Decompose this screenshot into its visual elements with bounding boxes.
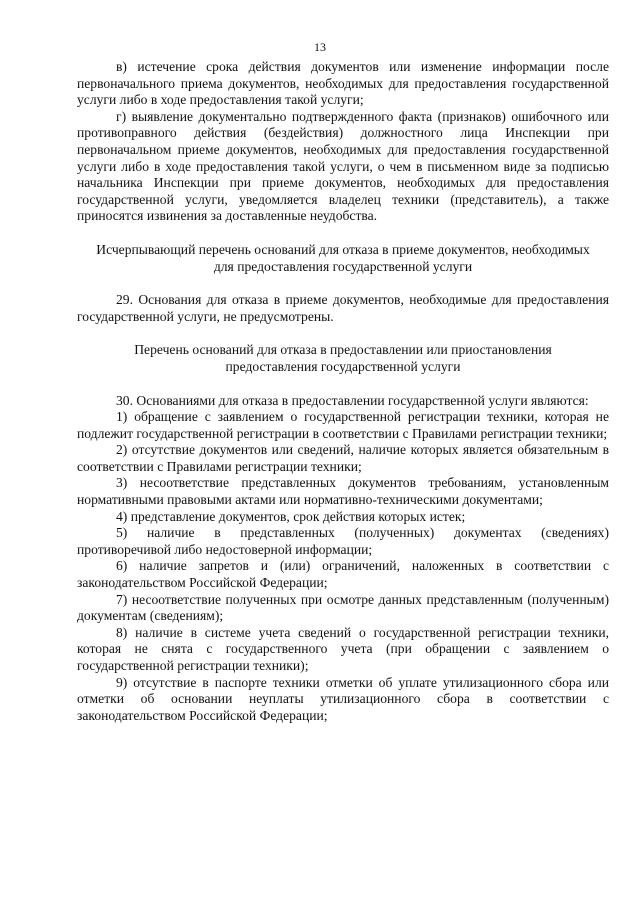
paragraph-30: 30. Основаниями для отказа в предоставлении государственной услуги являются: [116,392,589,408]
list-item-3: 3) несоответствие представленных документов требованиям, установленным нормативными правовыми актами или нормативно-техническими документами; [77,475,609,508]
list-item-5: 5) наличие в представленных (полученных) документах (сведениях) противоречивой либо недостоверной информации; [77,525,609,557]
list-item-8: 8) наличие в системе учета сведений о государственной регистрации техники, которая не снята с государственного учета (при обращении с заявлением о государственной регистрации техники); [77,624,609,673]
section-heading-refusal-acceptance: Исчерпывающий перечень оснований для отказа в приеме документов, необходимых для предоставления государственной услуги [96,241,590,274]
list-item-9: 9) отсутствие в паспорте техники отметки об уплате утилизационного сбора или отметки об основании неуплаты утилизационного сбора в соответствии с законодательством Российской Федерации; [77,674,609,723]
document-body [77,59,609,724]
list-item-7: 7) несоответствие полученных при осмотре данных представленным (полученным) документам (сведениям); [77,591,609,624]
list-item-4: 4) представление документов, срок действия которых истек; [116,508,466,524]
list-item-2: 2) отсутствие документов или сведений, наличие которых является обязательным в соответствии с Правилами регистрации техники; [77,442,609,474]
list-item-1: 1) обращение с заявлением о государственной регистрации техники, которая не подлежит государственной регистрации в соответствии с Правилами регистрации техники; [77,409,609,441]
page-number: 13 [314,40,326,54]
paragraph-29: 29. Основания для отказа в приеме документов, необходимые для предоставления государственной услуги, не предусмотрены. [77,292,609,324]
list-item-6: 6) наличие запретов и (или) ограничений, наложенных в соответствии с законодательством Российской Федерации; [77,558,609,591]
paragraph-v: в) истечение срока действия документов или изменение информации после первоначального приема документов, необходимых для предоставления государственной услуги либо в ходе предоставления такой услуги; [77,59,609,108]
paragraph-g: г) выявление документально подтвержденного факта (признаков) ошибочного или противоправного действия (бездействия) должностного лица Инспекции при первоначальном приеме документов, необходимых для предоставления государственной услуги либо в ходе предоставления такой услуги, о чем в письменном виде за подписью начальника Инспекции при приеме документов, необходимых для предоставления государственной услуги, уведомляется владелец техники (представитель), а также приносятся извинения за доставленные неудобства. [77,108,609,224]
section-heading-refusal-provision: Перечень оснований для отказа в предоставлении или приостановления предоставления государственной услуги [134,342,552,374]
